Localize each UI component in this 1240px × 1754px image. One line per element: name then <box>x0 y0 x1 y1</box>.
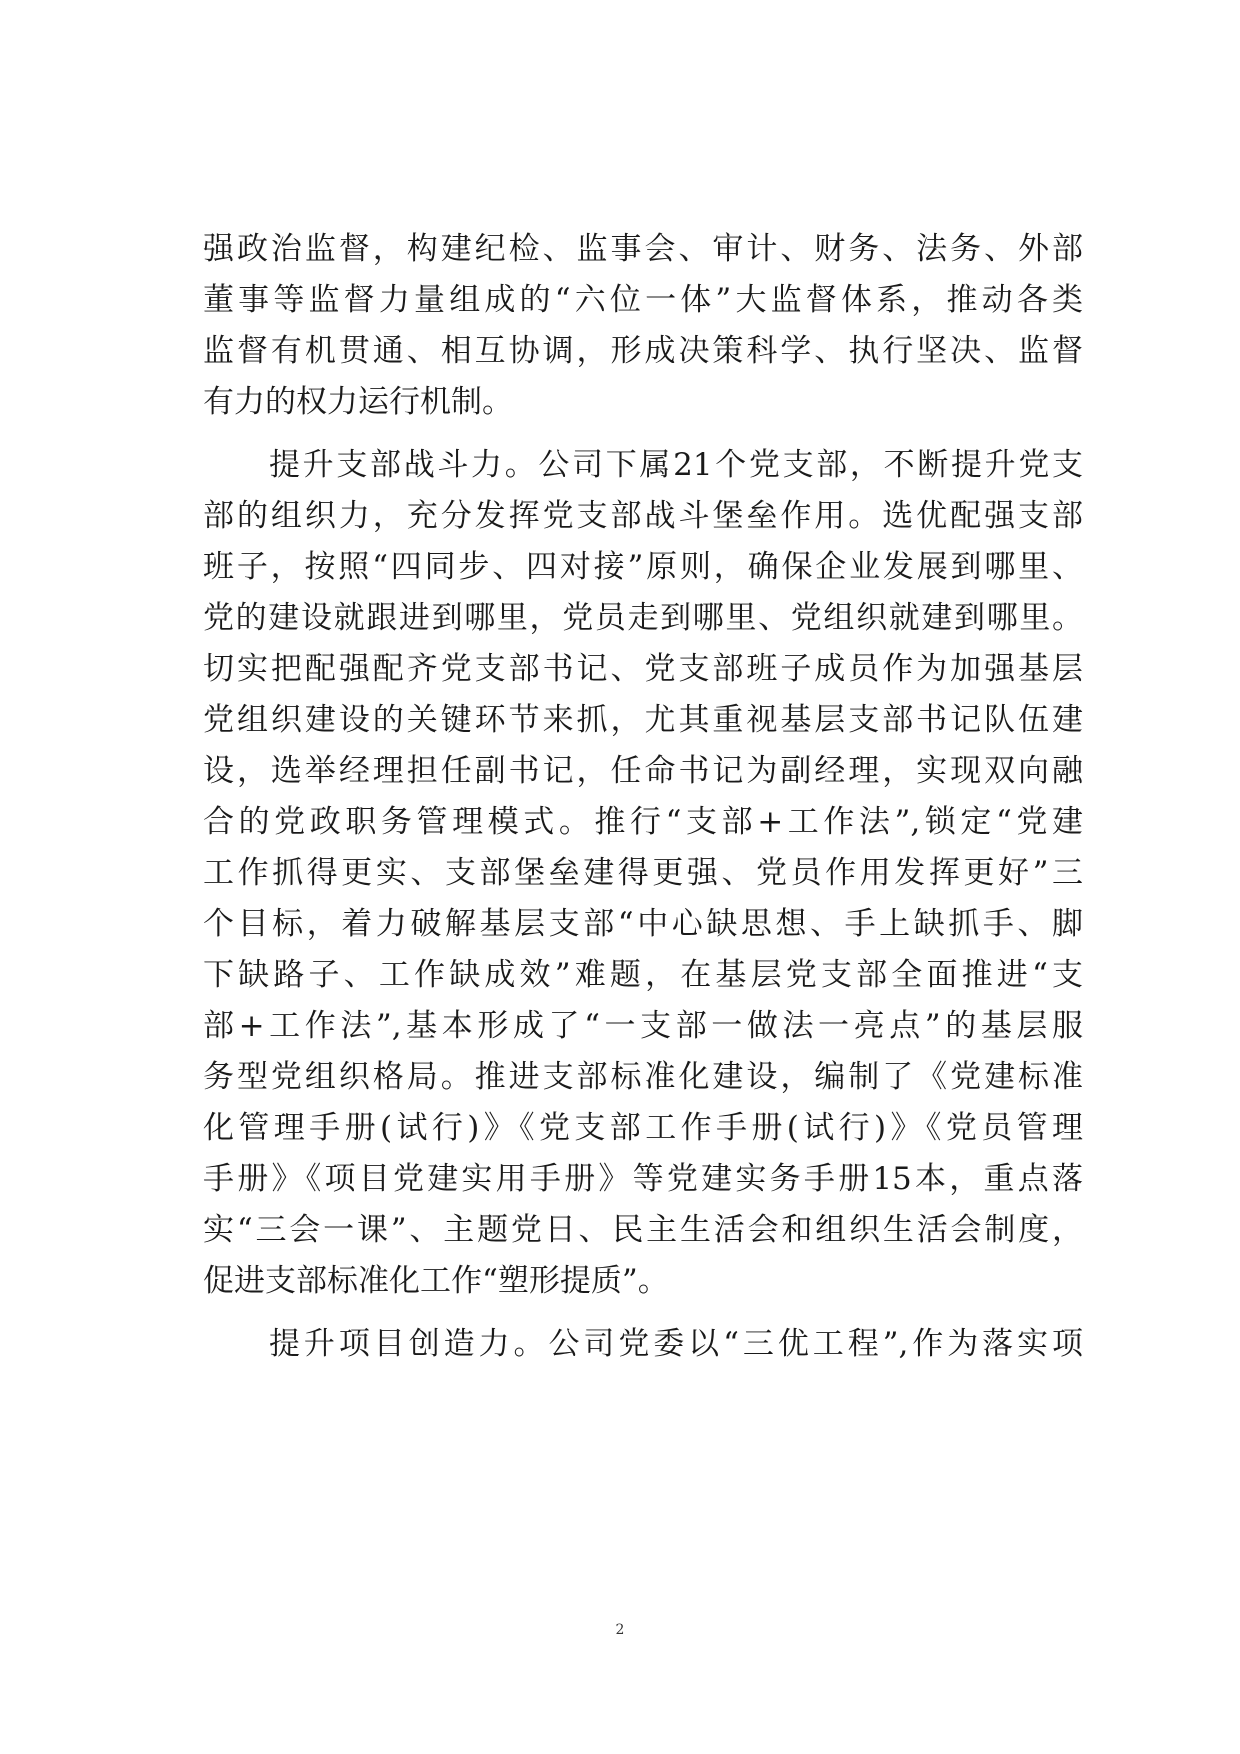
text-line: 强政治监督，构建纪检、监事会、审计、财务、法务、外部 <box>203 231 1083 267</box>
paragraph-branch-combat-capability <box>203 440 1083 1307</box>
text-line: 化管理手册(试行)》《党支部工作手册(试行)》《党员管理 <box>203 1110 1083 1146</box>
text-line: 切实把配强配齐党支部书记、党支部班子成员作为加强基层 <box>203 651 1083 687</box>
paragraph-supervision <box>203 224 1083 428</box>
paragraph-project-creativity <box>203 1319 1083 1370</box>
text-line: 董事等监督力量组成的“六位一体”大监督体系，推动各类 <box>203 282 1083 318</box>
text-line: 手册》《项目党建实用手册》等党建实务手册15本，重点落 <box>203 1161 1083 1197</box>
text-line: 个目标，着力破解基层支部“中心缺思想、手上缺抓手、脚 <box>203 906 1083 942</box>
text-line: 党组织建设的关键环节来抓，尤其重视基层支部书记队伍建 <box>203 702 1083 738</box>
text-line: 下缺路子、工作缺成效”难题，在基层党支部全面推进“支 <box>203 957 1083 993</box>
text-line: 合的党政职务管理模式。推行“支部+工作法”,锁定“党建 <box>203 804 1083 840</box>
text-line: 务型党组织格局。推进支部标准化建设，编制了《党建标准 <box>203 1059 1083 1095</box>
text-line: 班子，按照“四同步、四对接”原则，确保企业发展到哪里、 <box>203 549 1083 585</box>
body-text <box>203 224 1083 1370</box>
text-line: 提升支部战斗力。公司下属21个党支部，不断提升党支 <box>269 447 1083 483</box>
text-line: 党的建设就跟进到哪里，党员走到哪里、党组织就建到哪里。 <box>203 600 1083 636</box>
text-line: 促进支部标准化工作“塑形提质”。 <box>203 1263 669 1299</box>
text-line: 部+工作法”,基本形成了“一支部一做法一亮点”的基层服 <box>203 1008 1083 1044</box>
text-line: 部的组织力，充分发挥党支部战斗堡垒作用。选优配强支部 <box>203 498 1083 534</box>
text-line: 提升项目创造力。公司党委以“三优工程”,作为落实项 <box>269 1326 1083 1362</box>
text-line: 有力的权力运行机制。 <box>203 384 513 420</box>
text-line: 监督有机贯通、相互协调，形成决策科学、执行坚决、监督 <box>203 333 1083 369</box>
text-line: 工作抓得更实、支部堡垒建得更强、党员作用发挥更好”三 <box>203 855 1083 891</box>
page-number: 2 <box>615 1622 625 1638</box>
text-line: 实“三会一课”、主题党日、民主生活会和组织生活会制度， <box>203 1212 1083 1248</box>
text-line: 设，选举经理担任副书记，任命书记为副经理，实现双向融 <box>203 753 1083 789</box>
